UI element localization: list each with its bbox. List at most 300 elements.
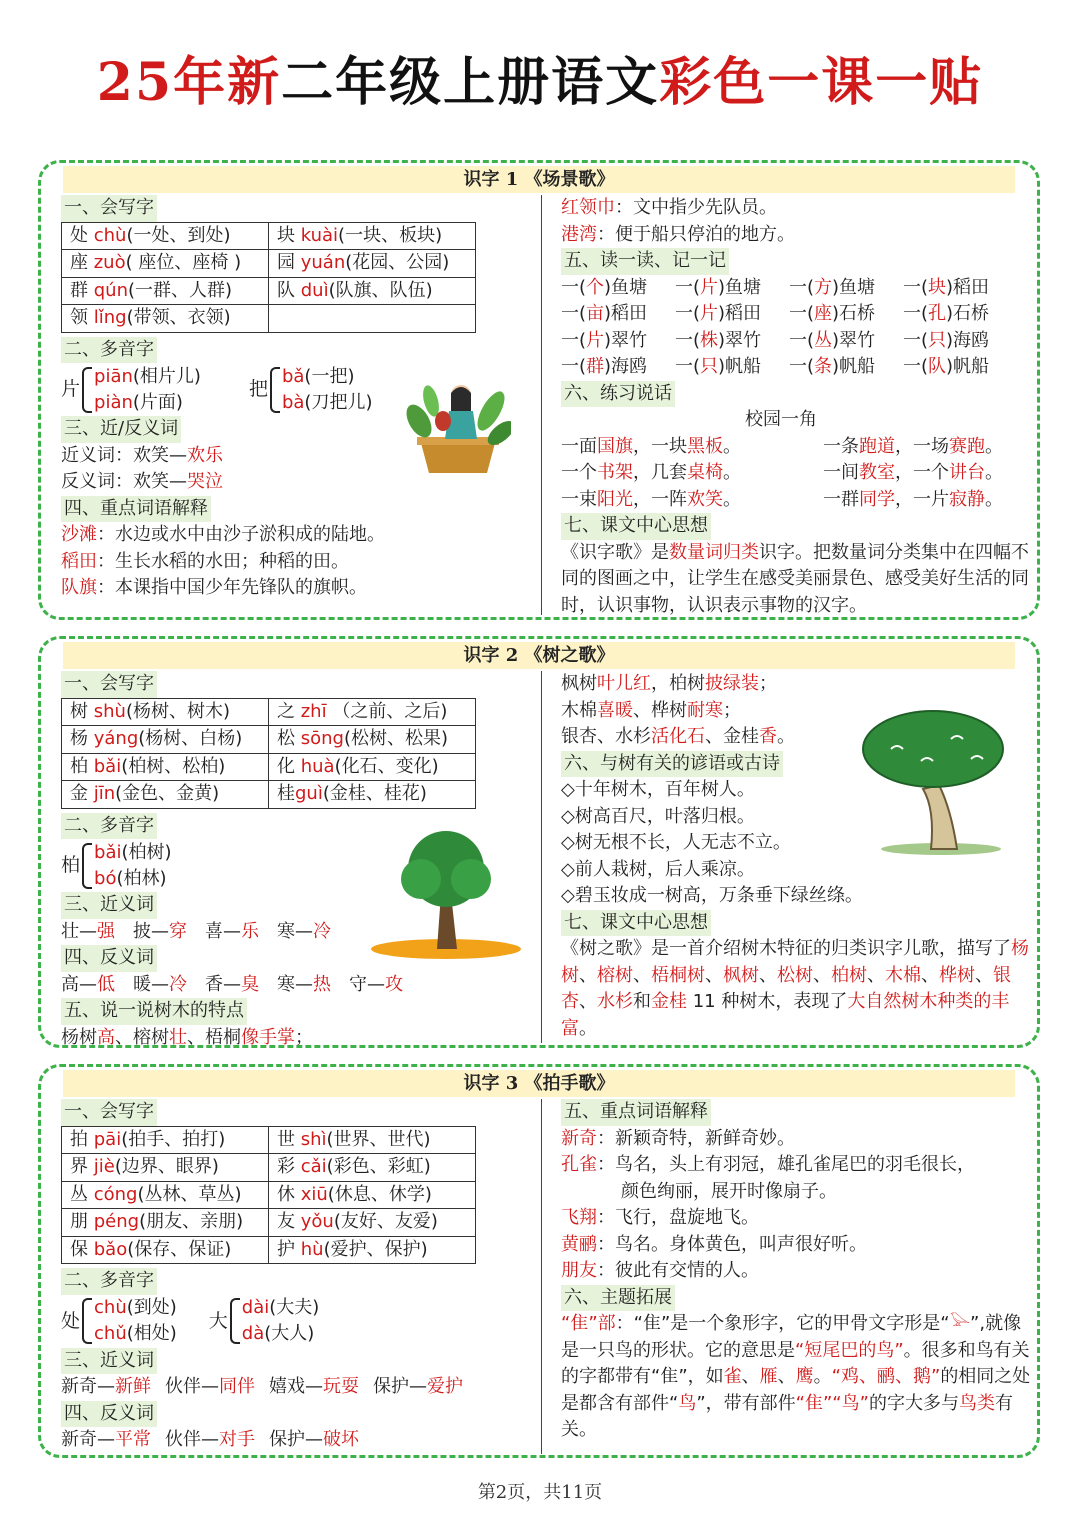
- plain-text: 。很多和鸟有关的字都带有“隹”，如: [561, 1339, 1030, 1387]
- lesson1-card: [38, 160, 1040, 620]
- page-footer: 第2页，共11页: [477, 1482, 603, 1503]
- table-cell: [62, 1209, 269, 1237]
- talk-part: 国旗: [597, 435, 633, 457]
- plain-text: ”，带有部件: [696, 1392, 796, 1414]
- pair-word: 强: [97, 920, 115, 942]
- measure-phrase: [561, 354, 675, 381]
- title-part-red: 25年新: [96, 52, 282, 113]
- word-pair: [277, 921, 331, 942]
- measure-word: 片: [586, 329, 605, 351]
- word-examples: (队旗、队伍): [328, 279, 433, 301]
- word-pair: [205, 921, 259, 942]
- table-row: [62, 781, 476, 809]
- section-heading: 六、与树有关的谚语或古诗: [561, 751, 783, 778]
- section-heading: 一、会写字: [61, 195, 157, 222]
- table-cell: [269, 1181, 476, 1209]
- word-pair: [165, 1376, 255, 1397]
- plain-text: 、: [579, 964, 597, 986]
- table-cell: [62, 698, 269, 726]
- measure-prefix: 一(: [675, 303, 701, 324]
- pair-word: 臭: [241, 973, 259, 995]
- proverb: ◇十年树木，百年树人。: [561, 779, 755, 800]
- highlight-text: 水杉: [597, 991, 633, 1012]
- pinyin: bǎ: [281, 365, 305, 387]
- pinyin: shù: [93, 700, 126, 722]
- plain-text: 、: [813, 964, 831, 986]
- pair-base: 保护—: [269, 1429, 323, 1450]
- section-heading: 三、近/反义词: [61, 416, 181, 443]
- plain-text: 的相同之处是都含有部件“: [561, 1366, 1031, 1414]
- talk-part: 黑板: [687, 435, 723, 457]
- highlight-text: 桦树: [939, 964, 975, 986]
- lesson1-right: [561, 195, 1031, 619]
- proverb: ◇树高百尺，叶落归根。: [561, 805, 755, 827]
- talk-phrase: [823, 434, 1023, 461]
- pair-base: 暖—: [133, 973, 169, 995]
- pinyin: bà: [281, 391, 305, 413]
- pinyin: lǐng: [93, 307, 127, 328]
- word-examples: (彩色、彩虹): [326, 1156, 431, 1177]
- pair-word: 冷: [313, 920, 331, 942]
- table-cell: [269, 1209, 476, 1237]
- measure-word: 群: [586, 356, 605, 377]
- lesson2-right: [561, 671, 1031, 1042]
- column-divider: [541, 671, 542, 1043]
- pinyin: zhī: [300, 700, 327, 722]
- measure-word: 条: [814, 356, 833, 377]
- table-row: [62, 726, 476, 754]
- lesson3-right: [561, 1099, 1031, 1444]
- term-word: 朋友: [561, 1260, 597, 1281]
- table-cell: [62, 305, 269, 333]
- column-divider: [541, 1099, 542, 1454]
- measure-prefix: 一(: [903, 329, 929, 351]
- highlight-text: “隹”“鸟”: [795, 1392, 869, 1414]
- plain-text: 杨树: [61, 1026, 97, 1048]
- table-cell: [62, 1126, 269, 1154]
- pair-base: 伙伴—: [165, 1376, 219, 1397]
- title-part-black: 二年级上册语文: [281, 52, 660, 113]
- table-row: [62, 1209, 476, 1237]
- hanzi: 柏: [70, 755, 94, 777]
- word-examples: (丛林、草丛): [137, 1183, 242, 1205]
- plain-text: 、: [579, 991, 597, 1012]
- word-table: [61, 698, 476, 809]
- pinyin: chǔ: [94, 1323, 127, 1344]
- highlight-text: 鸟类: [958, 1392, 995, 1414]
- word-pair: [61, 1429, 151, 1450]
- word-pair: [269, 1376, 359, 1397]
- lesson3-header: 识字 3 《拍手歌》: [63, 1070, 1015, 1097]
- poly-char: 把: [248, 378, 268, 401]
- term-item: [561, 1126, 1031, 1153]
- section-heading: 七、课文中心思想: [561, 910, 711, 937]
- section-heading: 二、多音字: [61, 1268, 157, 1295]
- word-table: [61, 222, 476, 333]
- measure-prefix: 一(: [903, 276, 929, 298]
- title-part-red2: 彩色一课一贴: [659, 52, 984, 113]
- measure-prefix: 一(: [675, 356, 701, 377]
- plain-text: 的字大多与: [868, 1392, 959, 1414]
- term-item: [561, 222, 1031, 249]
- plain-text: 和: [633, 991, 651, 1012]
- table-cell: [62, 250, 269, 278]
- section-heading: 一、会写字: [61, 1099, 157, 1126]
- talk-part: 寂静: [949, 488, 985, 510]
- word-examples: (一处、到处): [126, 224, 231, 246]
- highlight-text: 榕树: [597, 964, 633, 986]
- term-word: 新奇: [561, 1127, 597, 1149]
- word-examples: (朋友、亲朋): [139, 1211, 244, 1232]
- poly-word: (大人): [264, 1323, 315, 1344]
- girl-planting-illustration: [403, 381, 511, 477]
- pair-word: 低: [97, 973, 115, 995]
- poly-word: (相片儿): [132, 365, 201, 387]
- plain-text: 、梧桐: [187, 1026, 241, 1048]
- talk-part: 讲台: [949, 462, 985, 483]
- word-examples: (爱护、保护): [323, 1238, 428, 1260]
- plain-text: ：“隹”是一个象形字，它的甲骨文字形是“: [615, 1313, 950, 1334]
- table-cell: [62, 1236, 269, 1264]
- talk-part: ，一个: [895, 462, 949, 483]
- measure-prefix: 一(: [675, 329, 701, 351]
- section-heading: 五、读一读、记一记: [561, 248, 729, 275]
- pair-word: 乐: [241, 920, 259, 942]
- lesson1-summary: [561, 540, 1031, 620]
- word-examples: (拍手、拍打): [121, 1128, 226, 1150]
- plain-text: 、: [921, 964, 939, 986]
- talk-part: 。: [985, 435, 1003, 457]
- pair-word: 平常: [115, 1429, 151, 1450]
- hanzi: 群: [70, 279, 94, 301]
- pair-base: 披—: [133, 920, 169, 942]
- word-examples: (边界、眼界): [114, 1156, 219, 1177]
- measure-prefix: 一(: [675, 276, 701, 298]
- antonym-word: 哭泣: [187, 471, 223, 492]
- campus-title: 校园一角: [745, 409, 817, 430]
- table-cell: [269, 781, 476, 809]
- poly-char: 处: [61, 1309, 81, 1332]
- measure-phrase: [675, 328, 789, 355]
- highlight-text: 壮: [169, 1026, 187, 1048]
- table-cell: [62, 1154, 269, 1182]
- hanzi: 休: [277, 1183, 301, 1205]
- synonym-label: 近义词：欢笑—: [61, 444, 187, 466]
- table-cell: [62, 726, 269, 754]
- pair-base: 保护—: [373, 1376, 427, 1397]
- talk-part: ，几套: [633, 462, 687, 483]
- term-word: 港湾: [561, 223, 597, 245]
- pinyin: qún: [93, 279, 128, 301]
- table-row: [62, 250, 476, 278]
- measure-word: 丛: [814, 329, 833, 351]
- pinyin: dài: [241, 1297, 270, 1318]
- poly-word: (片面): [132, 391, 183, 413]
- word-examples: (世界、世代): [326, 1128, 431, 1150]
- measure-row: [561, 328, 1031, 355]
- talk-part: 。: [723, 435, 741, 457]
- highlight-text: 高: [97, 1026, 115, 1048]
- lesson3-card: [38, 1064, 1040, 1458]
- term-item: [561, 195, 1031, 222]
- pinyin: zuò: [93, 252, 126, 273]
- term-definition: ：本课指中国少年先锋队的旗帜。: [97, 577, 367, 598]
- table-row: [62, 277, 476, 305]
- measure-noun: )海鸥: [604, 356, 648, 377]
- highlight-text: “隹”部: [561, 1313, 616, 1334]
- highlight-text: 雁: [759, 1366, 778, 1387]
- measure-word: 方: [814, 276, 833, 298]
- table-row: [62, 1126, 476, 1154]
- word-examples: (柏树、松柏): [121, 755, 226, 777]
- term-item: [61, 549, 531, 576]
- pair-base: 嬉戏—: [269, 1376, 323, 1397]
- highlight-text: 耐寒: [687, 699, 723, 721]
- column-divider: [541, 195, 542, 615]
- section-heading: 三、近义词: [61, 892, 157, 919]
- lesson3-extension: [561, 1311, 1031, 1444]
- talk-part: 赛跑: [949, 435, 985, 457]
- highlight-text: “鸡、鹂、鹅”: [831, 1366, 941, 1387]
- polyphone: [209, 1295, 320, 1348]
- measure-phrase: [789, 275, 903, 302]
- hanzi: 园: [277, 252, 301, 273]
- table-cell: [62, 1181, 269, 1209]
- pair-word: 破坏: [323, 1429, 359, 1450]
- talk-part: ，一场: [895, 435, 949, 457]
- plain-text: 木棉: [561, 699, 597, 721]
- table-cell: [269, 698, 476, 726]
- term-definition: ：水边或水中由沙子淤积成的陆地。: [97, 524, 385, 545]
- table-cell: [62, 277, 269, 305]
- plain-text: 、: [705, 964, 723, 986]
- talk-part: 欢笑: [687, 488, 723, 510]
- word-examples: （之前、之后): [326, 700, 448, 722]
- section-heading: 二、多音字: [61, 337, 157, 364]
- word-table: [61, 1126, 476, 1265]
- talk-part: ，一阵: [633, 488, 687, 510]
- measure-phrase: [789, 328, 903, 355]
- measure-word: 座: [814, 303, 833, 324]
- plain-text: 、桦树: [633, 699, 687, 721]
- pair-base: 新奇—: [61, 1376, 115, 1397]
- section-heading: 五、说一说树木的特点: [61, 998, 247, 1025]
- table-cell: [269, 305, 476, 333]
- hanzi: 护: [277, 1238, 301, 1260]
- antonym-label: 反义词：欢笑—: [61, 471, 187, 492]
- term-definition: ：鸟名，头上有羽冠，雄孔雀尾巴的羽毛很长，: [597, 1154, 975, 1175]
- hanzi: 队: [277, 279, 301, 301]
- table-row: [62, 753, 476, 781]
- word-pair: [133, 921, 187, 942]
- lesson2-header: 识字 2 《树之歌》: [63, 642, 1015, 669]
- section-heading: 四、重点词语解释: [61, 496, 211, 523]
- plain-text: ；: [759, 673, 777, 694]
- highlight-text: 鹰: [795, 1366, 814, 1387]
- talk-part: 教室: [859, 462, 895, 483]
- poly-word: (相处): [126, 1323, 177, 1344]
- measure-phrase: [675, 301, 789, 328]
- hanzi: 世: [277, 1128, 301, 1150]
- measure-prefix: 一(: [561, 329, 587, 351]
- measure-noun: )石桥: [946, 303, 990, 324]
- hanzi: 朋: [70, 1211, 94, 1232]
- term-item: [61, 522, 531, 549]
- proverb: ◇碧玉妆成一树高，万条垂下绿丝绦。: [561, 885, 863, 906]
- plain-text: 有关。: [561, 1392, 1013, 1440]
- pair-word: 玩耍: [323, 1376, 359, 1397]
- word-examples: (松树、松果): [343, 728, 449, 749]
- poly-word: (一把): [304, 365, 355, 387]
- lesson2-card: [38, 636, 1040, 1048]
- pinyin: chù: [94, 1297, 127, 1318]
- talk-part: 跑道: [859, 435, 895, 457]
- measure-noun: )翠竹: [832, 329, 876, 351]
- word-pair: [165, 1429, 255, 1450]
- term-word: 孔雀: [561, 1154, 597, 1175]
- word-pair: [205, 974, 259, 995]
- measure-word: 个: [586, 276, 605, 298]
- highlight-text: 披绿装: [705, 673, 759, 694]
- measure-phrase: [903, 354, 1017, 381]
- measure-prefix: 一(: [789, 303, 815, 324]
- term-definition: ：飞行，盘旋地飞。: [597, 1207, 759, 1228]
- measure-noun: )稻田: [718, 303, 762, 324]
- pinyin: dà: [241, 1323, 265, 1344]
- talk-phrase: [823, 487, 1023, 514]
- hanzi: 块: [277, 224, 301, 246]
- plain-text: 、: [633, 964, 651, 986]
- pair-word: 对手: [219, 1429, 255, 1450]
- plain-text: 11 种树木，表现了: [687, 991, 848, 1012]
- pinyin: cóng: [93, 1183, 138, 1205]
- pinyin: shì: [300, 1128, 327, 1150]
- pinyin: cǎi: [300, 1156, 327, 1177]
- term-word: 红领巾: [561, 197, 615, 218]
- measure-noun: )帆船: [946, 356, 990, 377]
- talk-part: 一面: [561, 435, 597, 457]
- measure-prefix: 一(: [561, 276, 587, 298]
- hanzi: 处: [70, 224, 94, 246]
- measure-noun: )帆船: [718, 356, 762, 377]
- measure-phrase: [789, 354, 903, 381]
- talk-row: [561, 434, 1031, 461]
- section-heading: 六、主题拓展: [561, 1285, 675, 1312]
- measure-noun: )帆船: [832, 356, 876, 377]
- word-pair: [61, 974, 115, 995]
- measure-noun: )鱼塘: [604, 276, 648, 298]
- word-pair: [61, 921, 115, 942]
- table-cell: [62, 781, 269, 809]
- hanzi: 金: [70, 783, 94, 804]
- pair-word: 新鲜: [115, 1376, 151, 1397]
- pinyin: chù: [93, 224, 127, 246]
- measure-word: 块: [928, 276, 947, 298]
- pinyin: bǎi: [94, 841, 122, 863]
- term-definition: ：便于船只停泊的地方。: [597, 223, 795, 245]
- pinyin: piàn: [94, 391, 133, 413]
- term-item: [61, 575, 531, 602]
- term-definition: 颜色绚丽，展开时像扇子。: [621, 1180, 837, 1202]
- talk-row: [561, 460, 1031, 487]
- measure-word: 亩: [586, 303, 605, 324]
- plain-text: 。: [579, 1017, 597, 1039]
- pinyin: kuài: [300, 224, 339, 246]
- highlight-text: 香: [759, 726, 777, 747]
- highlight-text: 枫树: [723, 964, 759, 986]
- word-examples: (带领、衣领): [126, 307, 231, 328]
- section-heading: 七、课文中心思想: [561, 513, 711, 540]
- word-examples: (杨树、白杨): [138, 728, 243, 749]
- plain-text: 、: [777, 1366, 796, 1387]
- plain-text: 、金桂: [705, 726, 759, 747]
- term-word: 飞翔: [561, 1207, 597, 1228]
- table-row: [62, 1154, 476, 1182]
- measure-phrase: [903, 301, 1017, 328]
- pinyin: piān: [94, 365, 133, 387]
- talk-phrase: [561, 434, 823, 461]
- highlight-text: 杨树: [561, 938, 1029, 986]
- hanzi: 树: [70, 700, 94, 722]
- section-heading: 二、多音字: [61, 813, 157, 840]
- talk-part: 。: [723, 488, 741, 510]
- pinyin: bǎi: [93, 755, 122, 777]
- measure-word: 队: [928, 356, 947, 377]
- poly-char: 片: [61, 378, 81, 401]
- table-cell: [269, 726, 476, 754]
- pair-word: 冷: [169, 973, 187, 995]
- word-examples: (金色、金黄): [115, 783, 220, 804]
- pinyin: huà: [300, 755, 335, 777]
- hanzi: 松: [277, 728, 301, 749]
- talk-row: [561, 487, 1031, 514]
- measure-prefix: 一(: [903, 303, 929, 324]
- term-item: [561, 1152, 1031, 1179]
- talk-part: 一束: [561, 488, 597, 510]
- plain-text: ，柏树: [651, 673, 705, 694]
- poly-char: 柏: [61, 854, 81, 877]
- measure-noun: )稻田: [604, 303, 648, 324]
- term-item: [561, 1205, 1031, 1232]
- measure-row: [561, 354, 1031, 381]
- pair-word: 爱护: [427, 1376, 463, 1397]
- measure-prefix: 一(: [903, 356, 929, 377]
- plain-text: 、: [741, 1366, 760, 1387]
- term-word: 黄鹂: [561, 1233, 597, 1255]
- word-examples: (休息、休学): [327, 1183, 432, 1205]
- polyphone: [61, 363, 201, 416]
- word-examples: (化石、变化): [334, 755, 439, 777]
- polyphone: [249, 363, 373, 416]
- measure-prefix: 一(: [561, 356, 587, 377]
- measure-phrase: [561, 275, 675, 302]
- measure-prefix: 一(: [789, 356, 815, 377]
- plain-text: 、: [759, 964, 777, 986]
- table-row: [62, 305, 476, 333]
- measure-phrase: [561, 301, 675, 328]
- word-examples: (花园、公园): [345, 252, 450, 273]
- term-word: 队旗: [61, 577, 97, 598]
- plain-text: ”,就像是一只鸟的形状。它的意思是: [561, 1313, 1022, 1361]
- summary-highlight: 数量词归类: [669, 541, 759, 563]
- plain-text: ；: [295, 1026, 313, 1048]
- pair-base: 守—: [349, 973, 385, 995]
- highlight-text: 鸟: [678, 1392, 697, 1414]
- section-heading: 三、近义词: [61, 1348, 157, 1375]
- word-examples: (金桂、桂花): [322, 783, 427, 804]
- plain-text: 《树之歌》是一首介绍树木特征的归类识字儿歌，描写了: [561, 938, 1011, 959]
- highlight-text: 松树: [777, 964, 813, 986]
